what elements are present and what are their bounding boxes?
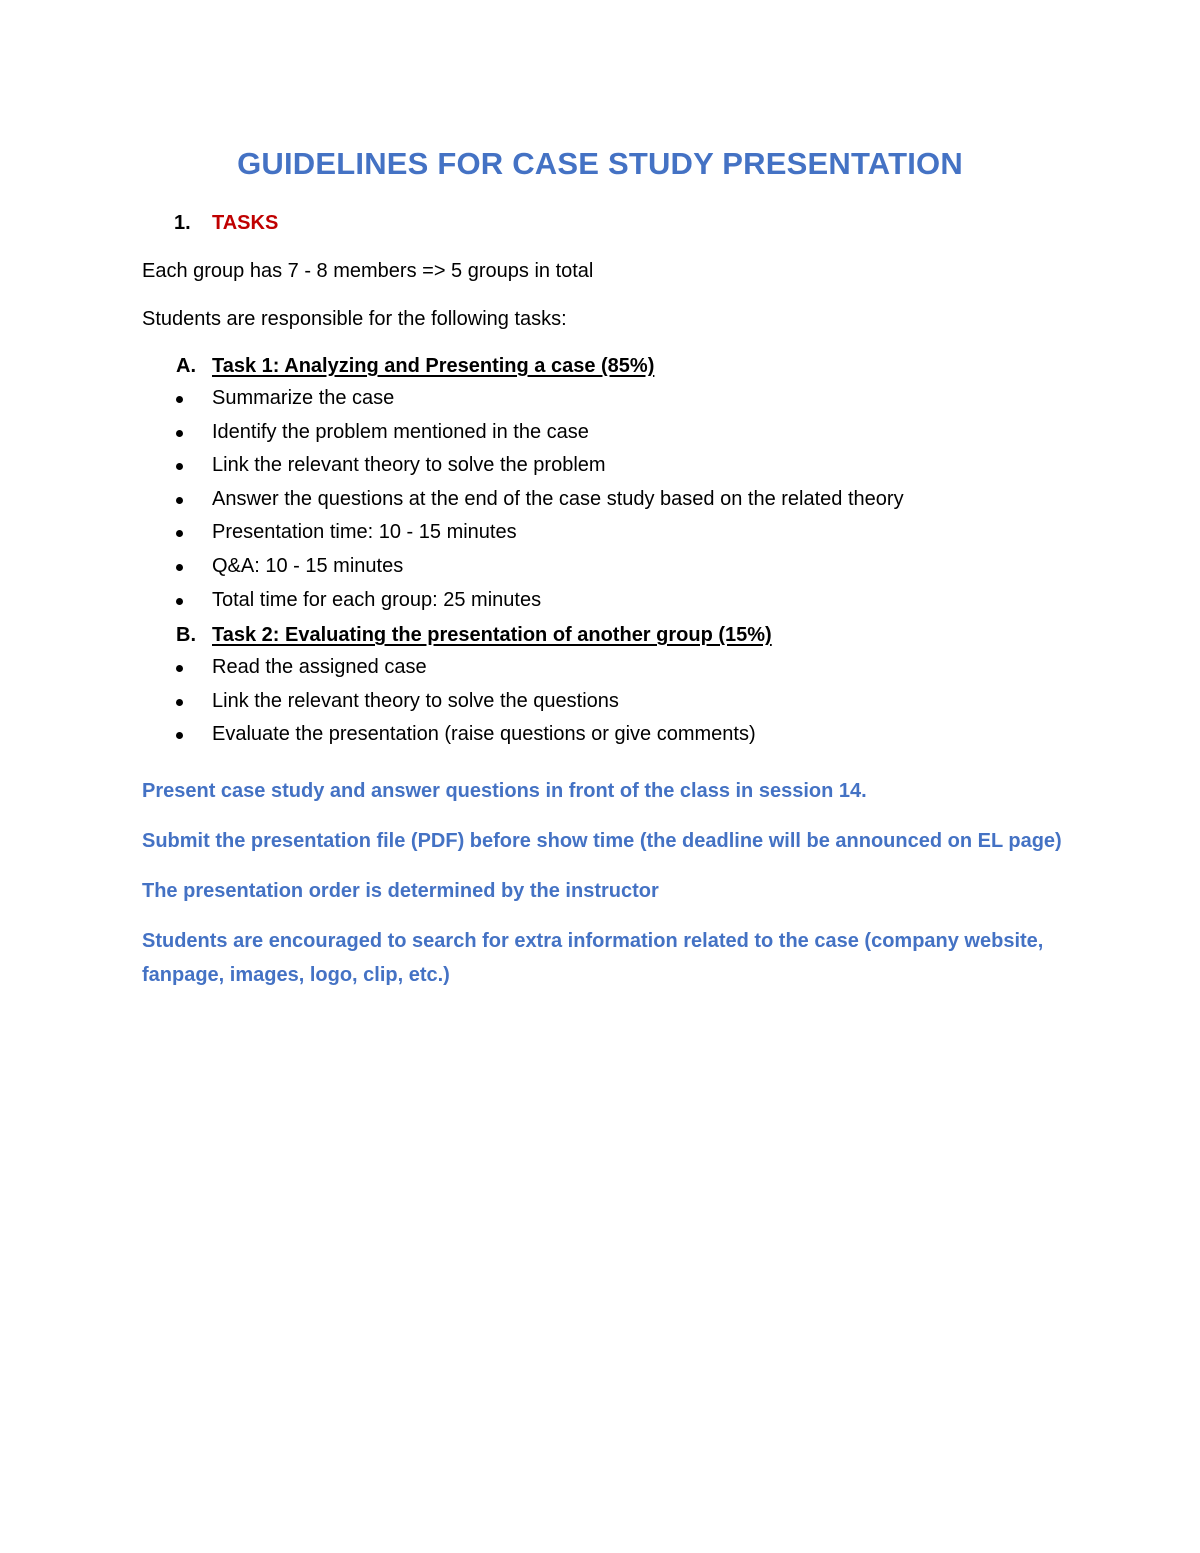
- task-a-heading: [176, 350, 1062, 382]
- list-item-text: Read the assigned case: [212, 656, 427, 679]
- list-item: [142, 718, 1062, 752]
- bullet-icon: [176, 396, 183, 403]
- intro-group-size: Each group has 7 - 8 members => 5 groups in total: [142, 260, 594, 282]
- task-b-letter: B.: [176, 624, 196, 647]
- bullet-icon: [176, 430, 183, 437]
- list-item: [142, 483, 1062, 517]
- list-item-text: Link the relevant theory to solve the questions: [212, 689, 619, 712]
- list-item-text: Total time for each group: 25 minutes: [212, 588, 542, 611]
- list-item-text: Q&A: 10 - 15 minutes: [212, 554, 404, 577]
- task-b-heading: [176, 619, 1062, 651]
- intro-responsibilities: Students are responsible for the following tasks:: [142, 308, 567, 330]
- list-item-text: Presentation time: 10 - 15 minutes: [212, 521, 517, 544]
- task-b-title: Task 2: Evaluating the presentation of another group (15%): [212, 624, 772, 647]
- list-item: [142, 584, 1062, 618]
- bullet-icon: [176, 497, 183, 504]
- document-content: [142, 140, 1062, 992]
- list-item: [142, 449, 1062, 483]
- section-number: 1.: [174, 212, 191, 234]
- section-heading-tasks: [174, 208, 1062, 238]
- list-item-text: Identify the problem mentioned in the case: [212, 420, 589, 443]
- note-submit-deadline: Submit the presentation file (PDF) before show time (the deadline will be announced on EL page): [142, 829, 1062, 852]
- note-extra-information: Students are encouraged to search for extra information related to the case (company website, fanpage, images, logo, clip, etc.): [142, 929, 1044, 986]
- note-presentation-session: Present case study and answer questions in front of the class in session 14.: [142, 779, 867, 802]
- bullet-icon: [176, 598, 183, 605]
- list-item: [142, 516, 1062, 550]
- bullet-icon: [176, 732, 183, 739]
- list-item: [142, 382, 1062, 416]
- list-item: [142, 685, 1062, 719]
- note-presentation-order: The presentation order is determined by the instructor: [142, 879, 659, 902]
- task-a-title: Task 1: Analyzing and Presenting a case (85%): [212, 355, 655, 377]
- bullet-icon: [176, 699, 183, 706]
- task-a-letter: A.: [176, 355, 196, 377]
- bullet-icon: [176, 530, 183, 537]
- list-item: [142, 550, 1062, 584]
- list-item: [142, 651, 1062, 685]
- bullet-icon: [176, 564, 183, 571]
- section-label: TASKS: [212, 212, 279, 234]
- list-item-text: Answer the questions at the end of the case study based on the related theory: [212, 487, 904, 510]
- task-b-list: [142, 651, 1062, 752]
- bullet-icon: [176, 665, 183, 672]
- page-title: GUIDELINES FOR CASE STUDY PRESENTATION: [237, 146, 963, 181]
- list-item-text: Evaluate the presentation (raise questions or give comments): [212, 723, 756, 746]
- bullet-icon: [176, 463, 183, 470]
- task-a-list: [142, 382, 1062, 617]
- list-item: [142, 416, 1062, 450]
- list-item-text: Link the relevant theory to solve the problem: [212, 454, 606, 477]
- list-item-text: Summarize the case: [212, 387, 395, 409]
